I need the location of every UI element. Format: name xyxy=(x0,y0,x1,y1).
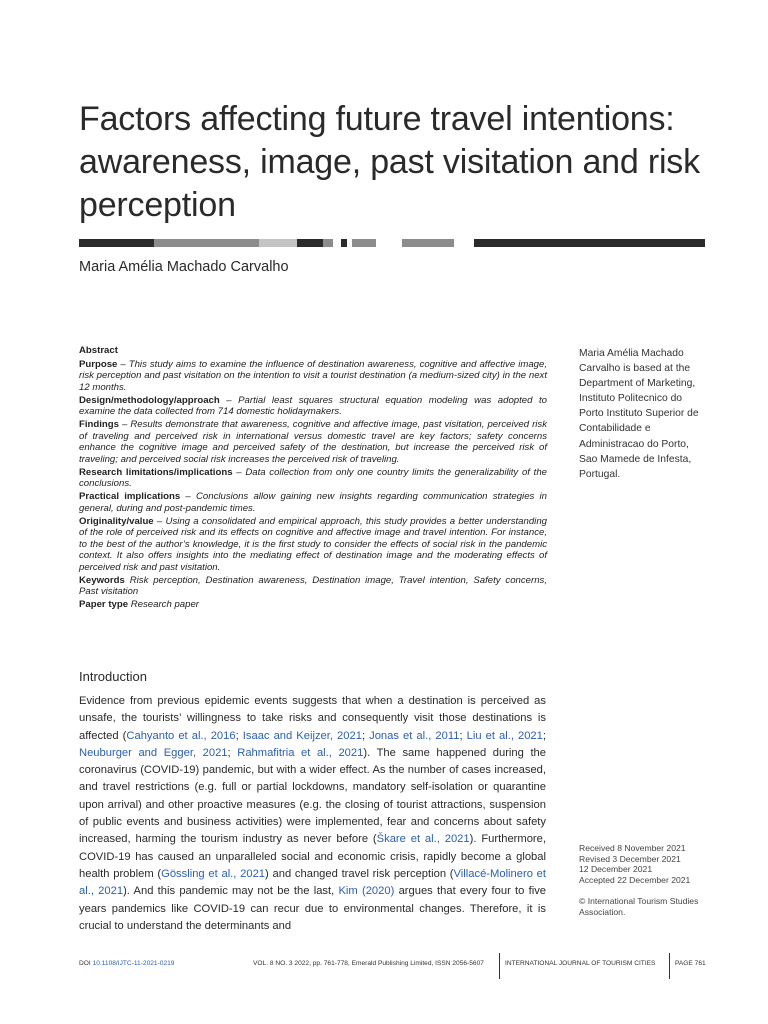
section-heading: Introduction xyxy=(79,669,147,684)
date-line: 12 December 2021 xyxy=(579,864,653,874)
divider xyxy=(669,953,670,979)
abstract-section-text: – Using a consolidated and empirical approach, this study provides a better understanding of the role of perceived risk and its effects on cognitive and affective image and travel intention. For instance, to the best of the author’s knowledge, it is the first study to consider the effects of social risk in the pandemic context. It also offers insights into the mediating effect of destination image and the moderating effects of perceived risk and past visitation. xyxy=(79,515,547,573)
page-footer xyxy=(79,960,708,974)
body-text: argues that every four to five years pandemics like COVID-19 can recur due to environmental changes. Therefore, it is crucial to understand the determinants and xyxy=(79,885,547,932)
author-affiliation: Maria Amélia Machado Carvalho is based at the Department of Marketing, Instituto Politecnico do Porto Instituto Superior de Contabilidade e Administracao do Porto, Sao Mamede de Infesta, Portugal. xyxy=(579,348,699,480)
body-text: Evidence from previous epidemic events suggests that when a destination is perceived as unsafe, the tourists’ willingness to take risks and consequently visit those destinations is affected ( xyxy=(79,695,546,742)
citation-link[interactable]: Kim (2020) xyxy=(338,885,395,898)
abstract-section xyxy=(79,516,547,574)
decorative-rule xyxy=(79,239,705,247)
introduction-body xyxy=(79,693,546,935)
body-text: ). Furthermore, COVID-19 has caused an unparalleled social and economic crisis, rapidly become a global health problem ( xyxy=(79,833,546,880)
abstract-section-label: Purpose xyxy=(79,358,118,370)
abstract-section-label: Originality/value xyxy=(79,515,154,527)
paper-title: Factors affecting future travel intentions: awareness, image, past visitation and risk perception xyxy=(79,100,700,224)
abstract-heading: Abstract xyxy=(79,345,118,356)
citation-link[interactable]: Liu et al., 2021 xyxy=(466,729,543,742)
abstract-section-label: Design/methodology/approach xyxy=(79,394,220,406)
abstract-section xyxy=(79,359,547,394)
author-name: Maria Amélia Machado Carvalho xyxy=(79,259,289,275)
citation-link[interactable]: Škare et al., 2021 xyxy=(376,833,470,846)
divider xyxy=(499,953,500,979)
citation-link[interactable]: Isaac and Keijzer, 2021 xyxy=(242,729,362,742)
date-line: Received 8 November 2021 xyxy=(579,843,686,853)
citation-link[interactable]: Gössling et al., 2021 xyxy=(161,867,266,880)
citation-link[interactable]: Jonas et al., 2011 xyxy=(369,729,460,742)
body-text: ). And this pandemic may not be the last, xyxy=(123,885,339,898)
doi-label: DOI xyxy=(79,960,91,967)
body-text: ; xyxy=(361,729,370,742)
citation-link[interactable]: Villacé-Molinero et al., 2021 xyxy=(79,867,547,898)
abstract-section xyxy=(79,491,547,514)
abstract-section-label: Practical implications xyxy=(79,491,181,502)
citation-link[interactable]: Rahmafitria et al., 2021 xyxy=(237,746,364,759)
abstract-section-label: Keywords xyxy=(79,574,125,586)
date-line: Revised 3 December 2021 xyxy=(579,853,681,864)
abstract-section xyxy=(79,599,547,611)
copyright: © International Tourism Studies Association. xyxy=(579,896,699,917)
abstract-section-text: – Data collection from only one country limits the generalizability of the conclusions. xyxy=(79,466,548,489)
body-text: ; xyxy=(542,729,546,742)
abstract xyxy=(79,345,547,612)
volume-info: VOL. 8 NO. 3 2022, pp. 761-778, Emerald Publishing Limited, ISSN 2056-5607 xyxy=(253,960,484,967)
received-dates xyxy=(579,843,719,885)
abstract-section xyxy=(79,575,547,598)
body-text: ; xyxy=(459,729,467,742)
abstract-section xyxy=(79,419,547,465)
abstract-section-text: – Results demonstrate that awareness, cognitive and affective image, past visitation, perceived risk of traveling and perceived risk in international versus domestic travel are key factors; safety concerns enhance the cognitive image and perceived safety of the destination, but increase the perceived risk of traveling; and perceived social risk increases the perceived risk of traveling. xyxy=(79,419,547,465)
doi-link[interactable]: 10.1108/IJTC-11-2021-0219 xyxy=(92,960,175,967)
body-text: ; xyxy=(235,729,243,742)
abstract-section xyxy=(79,467,547,490)
citation-link[interactable]: Cahyanto et al., 2016 xyxy=(126,729,236,742)
journal-name: INTERNATIONAL JOURNAL OF TOURISM CITIES xyxy=(505,960,656,967)
abstract-section xyxy=(79,395,547,418)
body-text: ) and changed travel risk perception ( xyxy=(265,867,454,880)
date-line: Accepted 22 December 2021 xyxy=(579,874,691,885)
abstract-section-text: – This study aims to examine the influence of destination awareness, cognitive and affective image, risk perception and past visitation on the intention to visit a tourist destination (a medium-sized city) in the next 12 months. xyxy=(79,358,547,393)
citation-link[interactable]: Neuburger and Egger, 2021 xyxy=(79,746,228,759)
abstract-section-text: Research paper xyxy=(128,599,199,610)
body-text: ; xyxy=(227,746,238,759)
body-text: ). The same happened during the coronavirus (COVID-19) pandemic, but with a wider effect. As the number of cases increased, and travel restrictions (e.g. full or partial lockdowns, mandatory self-isolation or quarantine upon arrival) and other proactive measures (e.g. the closing of tourist attractions, suspension of public events and business activities) were implemented, fear and concerns about safety increased, harming the tourism industry as never before ( xyxy=(79,746,547,846)
abstract-section-text: Risk perception, Destination awareness, Destination image, Travel intention, Safety concerns, Past visitation xyxy=(79,574,547,597)
page-number: PAGE 761 xyxy=(675,960,706,967)
abstract-section-label: Paper type xyxy=(79,599,129,610)
abstract-section-label: Findings xyxy=(79,419,119,430)
abstract-section-label: Research limitations/implications xyxy=(79,466,233,478)
doi xyxy=(79,960,174,967)
abstract-section-text: – Partial least squares structural equation modeling was adopted to examine the data collected from 714 domestic holidaymakers. xyxy=(79,394,547,417)
abstract-section-text: – Conclusions allow gaining new insights regarding communication strategies in general, during and post-pandemic times. xyxy=(79,491,548,514)
